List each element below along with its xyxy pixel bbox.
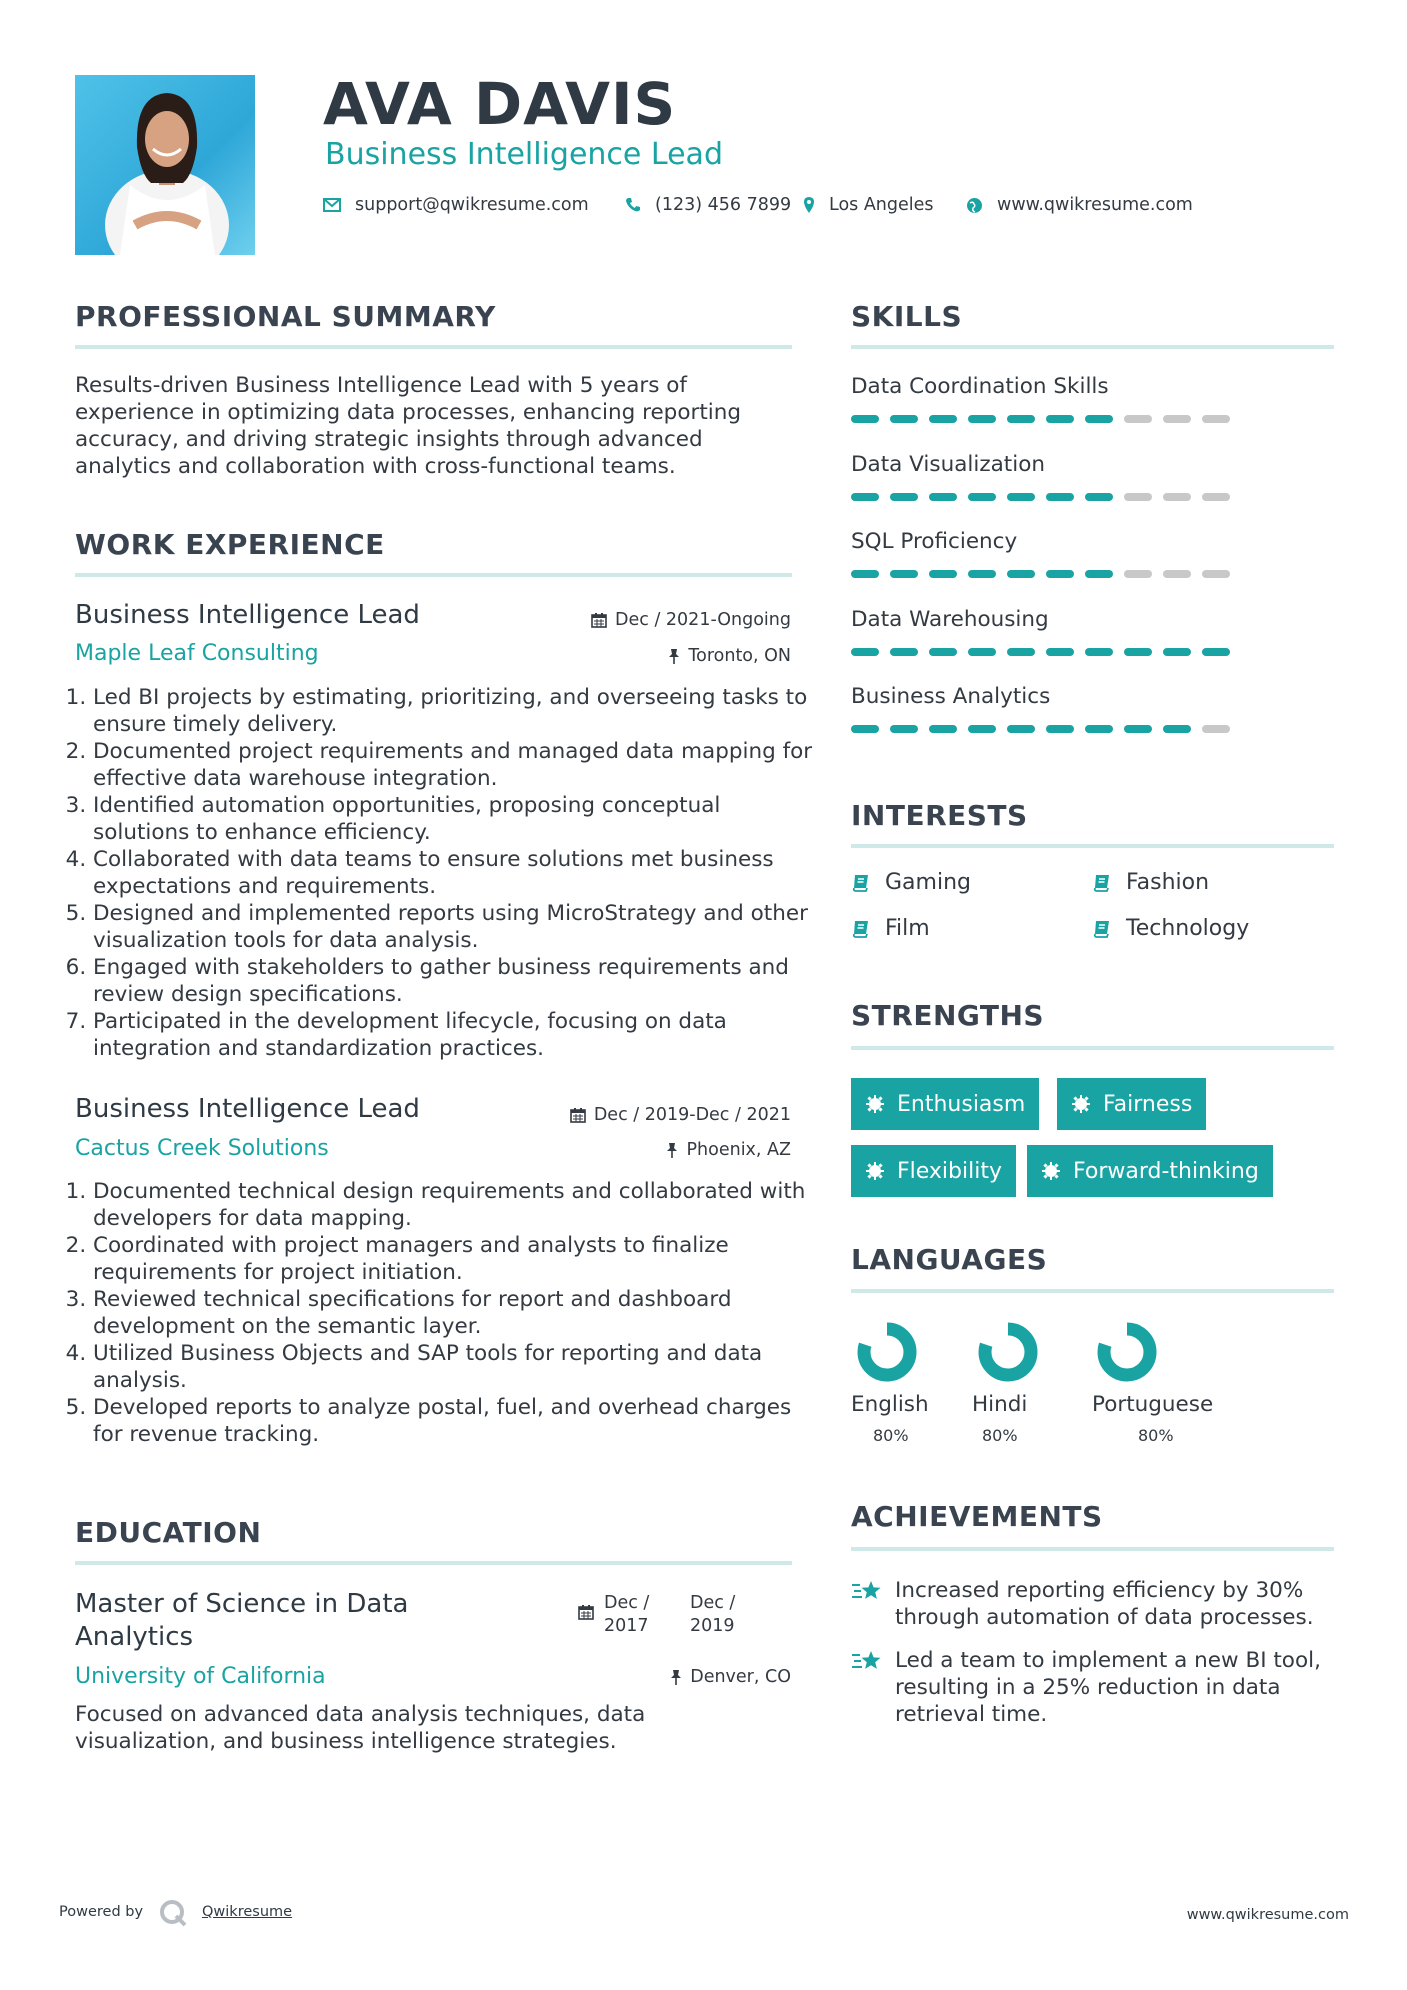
profile-photo	[75, 75, 255, 255]
skill-dash-filled	[929, 725, 957, 733]
skill-row	[851, 607, 1230, 656]
interest-label: Technology	[1126, 916, 1250, 941]
candidate-name: AVA DAVIS	[323, 70, 677, 138]
education-location-text: Denver, CO	[690, 1667, 791, 1687]
strength-chip	[851, 1145, 1016, 1197]
skill-level-bar	[851, 570, 1230, 578]
strength-label: Fairness	[1103, 1091, 1193, 1117]
skill-dash-filled	[851, 415, 879, 423]
strength-chip	[1057, 1078, 1206, 1130]
skill-dash-filled	[1202, 648, 1230, 656]
interest-item	[851, 916, 930, 941]
skill-dash-filled	[1007, 725, 1035, 733]
gear-badge-icon	[1041, 1161, 1061, 1181]
job-title: Business Intelligence Lead	[75, 600, 420, 630]
skill-dash-filled	[851, 570, 879, 578]
skill-label: Data Coordination Skills	[851, 374, 1109, 399]
skill-dash-filled	[1085, 415, 1113, 423]
list-item: 3. Identified automation opportunities, proposing conceptual solutions to enhance efficiency.	[93, 792, 813, 846]
skill-label: Data Visualization	[851, 451, 1045, 477]
skill-level-bar	[851, 648, 1230, 656]
start-month: Dec /	[604, 1593, 650, 1613]
interest-label: Gaming	[885, 870, 971, 895]
language-name: Hindi	[972, 1392, 1028, 1417]
skill-dash-empty	[1124, 415, 1152, 423]
list-item: 7. Participated in the development lifecycle, focusing on data integration and standardization practices.	[93, 1008, 813, 1062]
globe-icon	[966, 197, 983, 214]
strength-label: Enthusiasm	[897, 1091, 1026, 1117]
section-divider	[851, 844, 1334, 848]
book-icon	[1092, 919, 1112, 939]
skills-heading: SKILLS	[851, 300, 963, 333]
job-location-text: Toronto, ON	[688, 646, 791, 666]
company-name: Cactus Creek Solutions	[75, 1136, 329, 1161]
job-location	[668, 646, 791, 666]
skill-dash-empty	[1163, 493, 1191, 501]
skill-dash-filled	[890, 570, 918, 578]
phone-text: (123) 456 7899	[655, 195, 792, 215]
achievements-heading: ACHIEVEMENTS	[851, 1500, 1103, 1533]
list-item: 6. Engaged with stakeholders to gather business requirements and review design specifications.	[93, 954, 813, 1008]
skill-dash-filled	[890, 493, 918, 501]
language-ring	[857, 1322, 917, 1386]
skill-dash-filled	[851, 725, 879, 733]
language-ring	[1097, 1322, 1157, 1386]
skill-dash-empty	[1202, 493, 1230, 501]
section-divider	[851, 1547, 1334, 1551]
skill-dash-empty	[1202, 415, 1230, 423]
list-item: 1. Led BI projects by estimating, prioritizing, and overseeing tasks to ensure timely delivery.	[93, 684, 813, 738]
skill-dash-filled	[968, 648, 996, 656]
skill-dash-empty	[1163, 570, 1191, 578]
list-item: 2. Coordinated with project managers and analysts to finalize requirements for project initiation.	[93, 1232, 818, 1286]
contact-location	[803, 195, 934, 215]
envelope-icon	[323, 198, 341, 212]
section-divider	[75, 1561, 792, 1565]
skill-dash-filled	[1085, 493, 1113, 501]
interest-label: Fashion	[1126, 870, 1210, 895]
strength-chip	[851, 1078, 1039, 1130]
job-location	[666, 1140, 791, 1160]
contact-email[interactable]	[323, 195, 589, 215]
skill-dash-filled	[1163, 725, 1191, 733]
skill-dash-filled	[929, 570, 957, 578]
book-icon	[851, 873, 871, 893]
skill-dash-empty	[1163, 415, 1191, 423]
skill-dash-empty	[1202, 725, 1230, 733]
shooting-star-icon	[851, 1649, 885, 1675]
skill-level-bar	[851, 493, 1230, 501]
skill-dash-empty	[1124, 570, 1152, 578]
job-dates-text: Dec / 2019-Dec / 2021	[593, 1105, 791, 1125]
education-location	[670, 1667, 791, 1687]
skill-dash-filled	[851, 648, 879, 656]
pushpin-icon	[666, 1142, 678, 1158]
skill-row	[851, 529, 1230, 578]
skill-dash-filled	[1046, 493, 1074, 501]
skill-dash-filled	[890, 415, 918, 423]
degree-title: Master of Science in Data Analytics	[75, 1589, 409, 1652]
skill-dash-filled	[929, 415, 957, 423]
skill-dash-filled	[1085, 648, 1113, 656]
achievement-item	[851, 1647, 1334, 1728]
email-text: support@qwikresume.com	[355, 195, 589, 215]
job-duties	[75, 1178, 818, 1448]
skill-dash-filled	[1046, 725, 1074, 733]
skill-dash-filled	[929, 648, 957, 656]
list-item: 3. Reviewed technical specifications for report and dashboard development on the semantic layer.	[93, 1286, 818, 1340]
language-name: Portuguese	[1092, 1392, 1214, 1417]
calendar-icon	[570, 1107, 586, 1123]
pushpin-icon	[670, 1669, 682, 1685]
summary-text: Results-driven Business Intelligence Lead with 5 years of experience in optimizing data processes, enhancing reporting accuracy, and driving strategic insights through advanced analytics and collaboration with cross-functional teams.	[75, 373, 741, 479]
list-item: 5. Developed reports to analyze postal, fuel, and overhead charges for revenue tracking.	[93, 1394, 818, 1448]
achievement-item	[851, 1577, 1334, 1631]
skill-dash-filled	[968, 415, 996, 423]
language-percent: 80%	[982, 1426, 1018, 1445]
interest-item	[1092, 916, 1249, 941]
skill-dash-filled	[1007, 570, 1035, 578]
skill-dash-filled	[1124, 648, 1152, 656]
contact-phone[interactable]	[625, 195, 791, 215]
job-duties	[75, 684, 813, 1062]
list-item: 5. Designed and implemented reports using MicroStrategy and other visualization tools for data analysis.	[93, 900, 813, 954]
section-divider	[75, 345, 792, 349]
languages-heading: LANGUAGES	[851, 1243, 1048, 1276]
list-item: 2. Documented project requirements and managed data mapping for effective data warehouse integration.	[93, 738, 813, 792]
language-name: English	[851, 1392, 929, 1417]
end-month: Dec /	[690, 1593, 736, 1613]
strength-label: Forward-thinking	[1073, 1158, 1259, 1184]
job-dates-text: Dec / 2021-Ongoing	[615, 610, 791, 630]
skill-dash-filled	[968, 493, 996, 501]
calendar-icon	[591, 612, 607, 628]
candidate-title: Business Intelligence Lead	[325, 137, 723, 172]
interest-item	[1092, 870, 1209, 895]
phone-icon	[625, 197, 641, 213]
school-name: University of California	[75, 1664, 326, 1689]
skill-dash-filled	[929, 493, 957, 501]
language-ring-arc	[1104, 1329, 1150, 1375]
shooting-star-icon	[851, 1579, 885, 1605]
list-item: 4. Utilized Business Objects and SAP tools for reporting and data analysis.	[93, 1340, 818, 1394]
summary-heading: PROFESSIONAL SUMMARY	[75, 300, 496, 333]
gear-badge-icon	[865, 1161, 885, 1181]
language-ring	[978, 1322, 1038, 1386]
job-location-text: Phoenix, AZ	[686, 1140, 791, 1160]
skill-level-bar	[851, 415, 1230, 423]
footer-url[interactable]: www.qwikresume.com	[1186, 1907, 1349, 1923]
interest-item	[851, 870, 971, 895]
work-heading: WORK EXPERIENCE	[75, 528, 385, 561]
contact-website[interactable]	[966, 195, 1193, 215]
skill-dash-filled	[1046, 570, 1074, 578]
skill-row	[851, 452, 1230, 501]
skill-dash-filled	[1124, 725, 1152, 733]
strength-chip	[1027, 1145, 1273, 1197]
job-title: Business Intelligence Lead	[75, 1094, 420, 1124]
skill-dash-filled	[968, 570, 996, 578]
skill-dash-filled	[890, 648, 918, 656]
skill-dash-filled	[1007, 415, 1035, 423]
skill-dash-filled	[1085, 725, 1113, 733]
education-heading: EDUCATION	[75, 1516, 262, 1549]
interest-label: Film	[885, 916, 930, 941]
skill-dash-filled	[851, 493, 879, 501]
list-item: 1. Documented technical design requirements and collaborated with developers for data mapping.	[93, 1178, 818, 1232]
gear-badge-icon	[1071, 1094, 1091, 1114]
book-icon	[1092, 873, 1112, 893]
skill-dash-filled	[1046, 415, 1074, 423]
language-ring-arc	[985, 1329, 1031, 1375]
skill-dash-filled	[1163, 648, 1191, 656]
list-item: 4. Collaborated with data teams to ensure solutions met business expectations and requirements.	[93, 846, 813, 900]
skill-dash-filled	[1085, 570, 1113, 578]
language-percent: 80%	[873, 1426, 909, 1445]
achievement-text: Led a team to implement a new BI tool, resulting in a 25% reduction in data retrieval time.	[895, 1648, 1321, 1727]
start-year: 2017	[604, 1616, 649, 1636]
gear-badge-icon	[865, 1094, 885, 1114]
skill-label: Business Analytics	[851, 684, 1051, 709]
location-text: Los Angeles	[829, 195, 934, 215]
company-name: Maple Leaf Consulting	[75, 641, 319, 666]
skill-dash-filled	[1007, 493, 1035, 501]
section-divider	[851, 1046, 1334, 1050]
pushpin-icon	[668, 648, 680, 664]
website-text: www.qwikresume.com	[997, 195, 1193, 215]
skill-label: Data Warehousing	[851, 606, 1049, 632]
skill-row	[851, 374, 1230, 423]
map-pin-icon	[803, 196, 815, 214]
skill-dash-empty	[1124, 493, 1152, 501]
job-dates	[591, 610, 791, 630]
qwikresume-logo-icon	[158, 1898, 188, 1932]
powered-by-label: Powered by	[59, 1904, 144, 1920]
education-description: Focused on advanced data analysis techniques, data visualization, and business intelligence strategies.	[75, 1702, 646, 1754]
skill-level-bar	[851, 725, 1230, 733]
skill-label: SQL Proficiency	[851, 529, 1018, 554]
skill-dash-empty	[1202, 570, 1230, 578]
skill-dash-filled	[968, 725, 996, 733]
achievement-text: Increased reporting efficiency by 30% through automation of data processes.	[895, 1578, 1314, 1630]
section-divider	[75, 573, 792, 577]
skill-dash-filled	[890, 725, 918, 733]
calendar-icon	[578, 1604, 594, 1620]
skill-row	[851, 684, 1230, 733]
skill-dash-filled	[1046, 648, 1074, 656]
section-divider	[851, 345, 1334, 349]
skill-dash-filled	[1007, 648, 1035, 656]
book-icon	[851, 919, 871, 939]
brand-link[interactable]: Qwikresume	[202, 1904, 293, 1920]
language-ring-arc	[864, 1329, 910, 1375]
end-year: 2019	[690, 1616, 735, 1636]
strengths-heading: STRENGTHS	[851, 999, 1045, 1032]
language-percent: 80%	[1138, 1426, 1174, 1445]
section-divider	[851, 1289, 1334, 1293]
interests-heading: INTERESTS	[851, 799, 1028, 832]
strength-label: Flexibility	[897, 1158, 1002, 1184]
job-dates	[570, 1105, 791, 1125]
education-dates	[578, 1592, 760, 1638]
